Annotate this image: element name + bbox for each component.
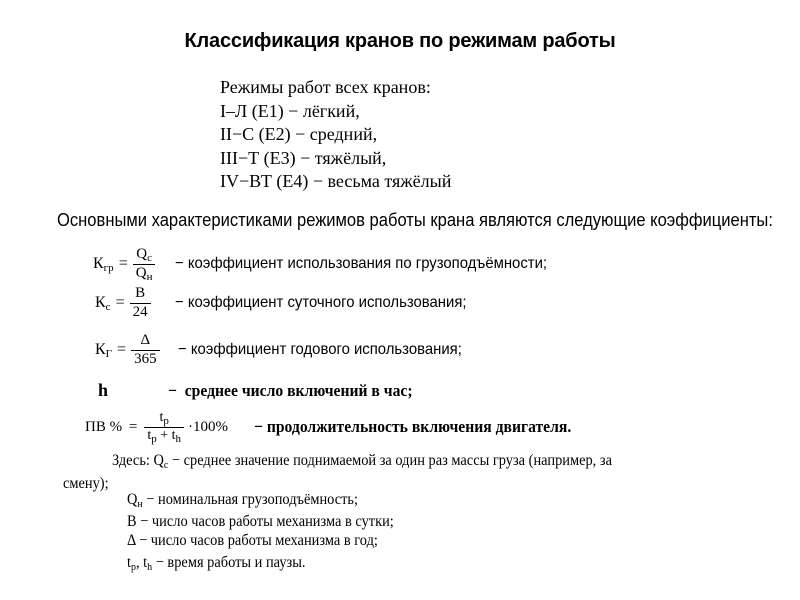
coefficient-description: − коэффициент использования по грузоподъёмности; [175, 255, 548, 273]
modes-heading: Режимы работ всех кранов: [220, 77, 431, 97]
coefficient-symbol: $К_{гр}$ [93, 255, 114, 275]
fraction-denominator: 24 [130, 303, 151, 322]
coefficient-symbol: $К_Г$ [95, 341, 113, 361]
coefficient-row-yearly [95, 332, 483, 369]
definition-line-t: $t_р$, $t_h$ − время работы и паузы. [127, 554, 306, 573]
mode-item: I–Л (Е1) − лёгкий, [220, 100, 360, 121]
equals-sign: = [128, 418, 138, 435]
symbol-subscript: гр [103, 262, 114, 275]
equals-sign: = [115, 294, 125, 312]
modes-block [220, 76, 451, 194]
definition-line-b: В − число часов работы механизма в сутки; [127, 513, 394, 530]
mode-item: III−Т (Е3) − тяжёлый, [220, 147, 387, 168]
pv-row [85, 410, 599, 444]
fraction [131, 332, 160, 369]
definition-line-wrap: смену); [63, 475, 109, 492]
pv-lhs: ПВ % [85, 418, 126, 435]
coefficient-description: − коэффициент годового использования; [177, 341, 462, 359]
fraction-denominator: $t_р + t_h$ [144, 427, 184, 445]
page-title: Классификация кранов по режимам работы [184, 30, 616, 52]
equals-sign: = [117, 341, 127, 359]
coefficient-row-daily [95, 285, 488, 322]
definition-line-qc: Здесь: $Q_с$ − среднее значение поднимаемой за один раз массы груза (например, за [112, 452, 612, 471]
fraction [133, 246, 156, 283]
definition-line-delta: Δ − число часов работы механизма в год; [127, 532, 378, 549]
fraction [130, 285, 151, 322]
intro-paragraph: Основными характеристиками режимов работы крана являются следующие коэффициенты: [57, 210, 773, 230]
coefficient-description: − коэффициент суточного использования; [174, 294, 467, 312]
symbol-subscript: с [105, 301, 111, 314]
fraction-numerator: В [135, 285, 146, 301]
fraction-denominator: 365 [131, 350, 160, 369]
pv-description: − продолжительность включения двигателя. [254, 417, 572, 437]
definition-line-qn: $Q_н$ − номинальная грузоподъёмность; [127, 491, 358, 510]
symbol-subscript: Г [105, 348, 113, 361]
coefficient-row-load [93, 246, 576, 283]
fraction-numerator: $Q_с$ [136, 246, 152, 264]
mode-item: IV−ВТ (Е4) − весьма тяжёлый [220, 171, 452, 191]
mode-item: II−С (Е2) − средний, [220, 124, 378, 144]
equals-sign: = [118, 255, 128, 273]
coefficient-symbol: $К_с$ [95, 294, 111, 314]
pv-multiplier: ·100% [188, 418, 228, 435]
h-symbol: h [98, 380, 109, 400]
fraction-denominator: $Q_н$ [133, 264, 156, 283]
h-description: − среднее число включений в час; [168, 380, 413, 400]
fraction-numerator: Δ [140, 332, 151, 348]
h-row [98, 380, 434, 401]
fraction-numerator: $t_р$ [159, 410, 169, 427]
pv-fraction [144, 410, 184, 444]
